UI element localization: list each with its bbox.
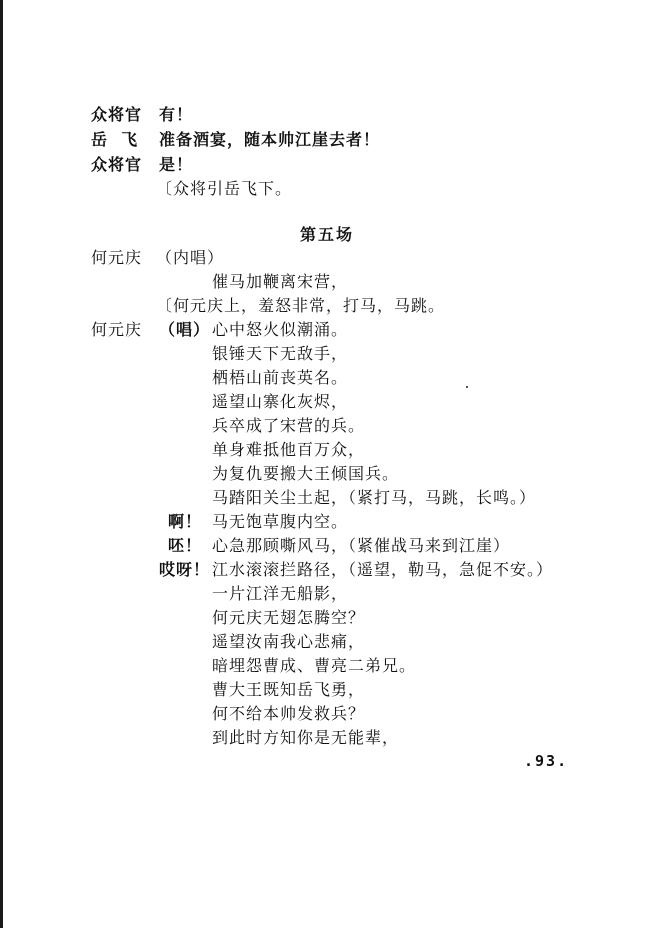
speaker-label: 众将官: [91, 105, 143, 124]
aria-line: 为复仇要搬大王倾国兵。: [212, 464, 400, 483]
aria-line: 曹大王既知岳飞勇，: [212, 680, 366, 699]
aria-line: 何不给本帅发救兵？: [212, 704, 366, 723]
speaker-label: 众将官: [91, 155, 143, 174]
aria-line: 遥望山寨化灰烬，: [212, 392, 349, 411]
aria-line: 一片江洋无船影，: [212, 584, 349, 603]
aria-line: 到此时方知你是无能辈，: [212, 728, 400, 747]
interjection-tag: 哎呀！: [159, 560, 211, 579]
interjection-tag: 啊！: [168, 512, 203, 531]
speaker-label: 何元庆: [91, 248, 143, 267]
sing-tag: （唱）: [159, 320, 211, 339]
offstage-sing-tag: （内唱）: [156, 248, 225, 267]
aria-line: 马踏阳关尘土起，（紧打马，马跳，长鸣。）: [212, 488, 537, 507]
aria-line: 遥望汝南我心悲痛，: [212, 632, 366, 651]
aria-line: 心急那顾嘶风马，（紧催战马来到江崖）: [212, 536, 511, 555]
sung-line: 催马加鞭离宋营，: [212, 272, 349, 291]
dialogue-line: 有！: [159, 105, 194, 124]
stage-direction: 〔何元庆上，羞怒非常，打马，马跳。: [156, 296, 446, 315]
speaker-label: 何元庆: [91, 320, 143, 339]
interjection-tag: 呸！: [168, 536, 203, 555]
aria-line: 心中怒火似潮涌。: [212, 320, 349, 339]
page-number: .93.: [524, 752, 569, 770]
aria-line: 兵卒成了宋营的兵。: [212, 416, 366, 435]
aria-line: 栖梧山前丧英名。: [212, 368, 349, 387]
aria-line: 马无饱草腹内空。: [212, 512, 349, 531]
aria-line: 暗埋怨曹成、曹亮二弟兄。: [212, 656, 417, 675]
speaker-label: 岳 飞: [91, 130, 139, 149]
stage-direction: 〔众将引岳飞下。: [156, 179, 293, 198]
aria-line: 银锤天下无敌手，: [212, 344, 349, 363]
page-edge-border: [0, 0, 3, 928]
scan-speck: [466, 386, 468, 388]
dialogue-line: 准备酒宴，随本帅江崖去者！: [159, 130, 381, 149]
aria-line: 何元庆无翅怎腾空？: [212, 608, 366, 627]
scene-title: 第五场: [300, 225, 355, 244]
aria-line: 江水滚滚拦路径，（遥望，勒马，急促不安。）: [212, 560, 554, 579]
aria-line: 单身难抵他百万众，: [212, 440, 366, 459]
dialogue-line: 是！: [159, 155, 194, 174]
